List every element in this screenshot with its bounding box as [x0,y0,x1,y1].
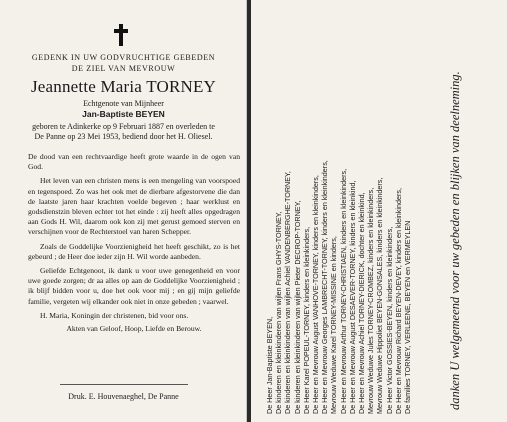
paragraph: Geliefde Echtgenoot, ik dank u voor uwe genegenheid en voor uwe goede zorgen; dr aa alles op aan de Goddelijke Voorzienigheid ; ik blijf bidden voor u, doe het ook voor mij ; en gij mijn geliefde familie, vergeten wij elkander ook niet in onze gebeden ; vaarwel. [28,266,240,306]
list-item: De Heer en Mevrouw Arthur TORNEY-CHRISTIAEN, kinders en kleinkinders, [338,168,348,414]
list-item: De Heer en Mevrouw August DESAEVER-TORNEY, kinders en kleinkind, [347,180,357,414]
right-panel-card [251,0,507,422]
paragraph: Zoals de Goddelijke Voorzienigheid het heeft geschikt, zo is het gebeurd ; de Heer doe ieder zijn H. Wil worde aanbeden. [28,241,240,261]
deceased-name: Jeannette Maria TORNEY [30,77,217,96]
spouse-name: Jan-Baptiste BEYEN [82,109,165,119]
list-item: De Heer Jan-Baptiste BEYEN, [265,316,274,414]
cross-icon [114,24,128,46]
paragraph: De dood van een rechtvaardige heeft grote waarde in de ogen van God. [28,152,240,172]
list-item: De kinderen en kleinkinderen van wijlen Achiel VANDENBERGHE-TORNEY, [283,171,293,414]
list-item: De Heer en Mevrouw Achiel TORNEY-DIERICK, dochter en kleinkind, [357,192,367,414]
list-item: De Heer en Mevrouw August VANHOVE-TORNEY, kinders en kleinkinders, [311,175,321,414]
list-item: De kinderen en kleinkinderen van wijlen Pieter DECROP-TORNEY, [292,200,302,414]
birth-line-2: De Panne op 23 Mei 1953, bediend door het H. Oliesel. [34,132,213,141]
list-item: Mevrouw Weduwe Hippoliet BEYEN-GONSALES, kinders en kleinkinders, [375,177,385,414]
list-item: Mevrouw Weduwe Karel TORNEY-MISSINE en kinders, [329,236,339,414]
list-item: Mevrouw Weduwe Jules TORNEY-CROMBEZ, kinders en kleinkinders, [366,187,376,414]
family-list [265,14,412,414]
list-item: De Heer en Mevrouw Richard BEYEN-DEVEY, kinders en kleinkinders, [393,188,403,414]
obituary-text [28,152,240,334]
list-item: De Heer Karel POPEUL-TORNEY, kinders en kleinkinders, [301,226,311,414]
thanks-text [447,14,463,410]
header-line-2: DE ZIEL VAN MEVROUW [71,64,176,73]
paragraph: Akten van Geloof, Hoop, Liefde en Berouw. [66,324,202,334]
left-panel-card [0,0,247,422]
header-line-1: GEDENK IN UW GODVRUCHTIGE GEBEDEN [31,53,216,62]
rotated-content [251,14,507,414]
list-item: De Heer en Mevrouw Georges LAMBRECHT-TORNEY, kinders en kleinkinders, [320,160,330,414]
thanks-line: danken U welgemeend voor uw gebeden en blijken van deelneming. [448,71,462,410]
list-item: De Heer Victor GOSSIES-BEYEN, kinders en kleinkinders, [384,226,394,414]
printer-line: Druk. E. Houvenaeghel, De Panne [68,392,179,401]
paragraph: H. Maria, Koningin der christenen, bid voor ons. [40,310,189,320]
list-item: De kinderen en kleinkinderen van wijlen Frans GHYS-TORNEY, [274,211,284,414]
divider [60,384,188,385]
list-item: De families TORNEY, VERLEENE, BEYEN en VERMEYLEN [403,220,413,414]
spouse-intro: Echtgenote van Mijnheer [83,99,164,108]
paragraph: Het leven van een christen mens is een mengeling van voorspoed en tegenspoed. Zo was het ook met de dierbare afgestorvene die dan de laatste jaren haar krachten voelde begeven ; haar werklust en godsdienstzin bleven echter tot het einde : zij heeft alles opgedragen aan Gods H. Wil, daarom ook kon zij met gerust gemoed sterven en verschijnen voor de Rechterstoel van haren Schepper. [28,176,240,237]
birth-line-1: geboren te Adinkerke op 9 Februari 1887 en overleden te [32,122,215,131]
